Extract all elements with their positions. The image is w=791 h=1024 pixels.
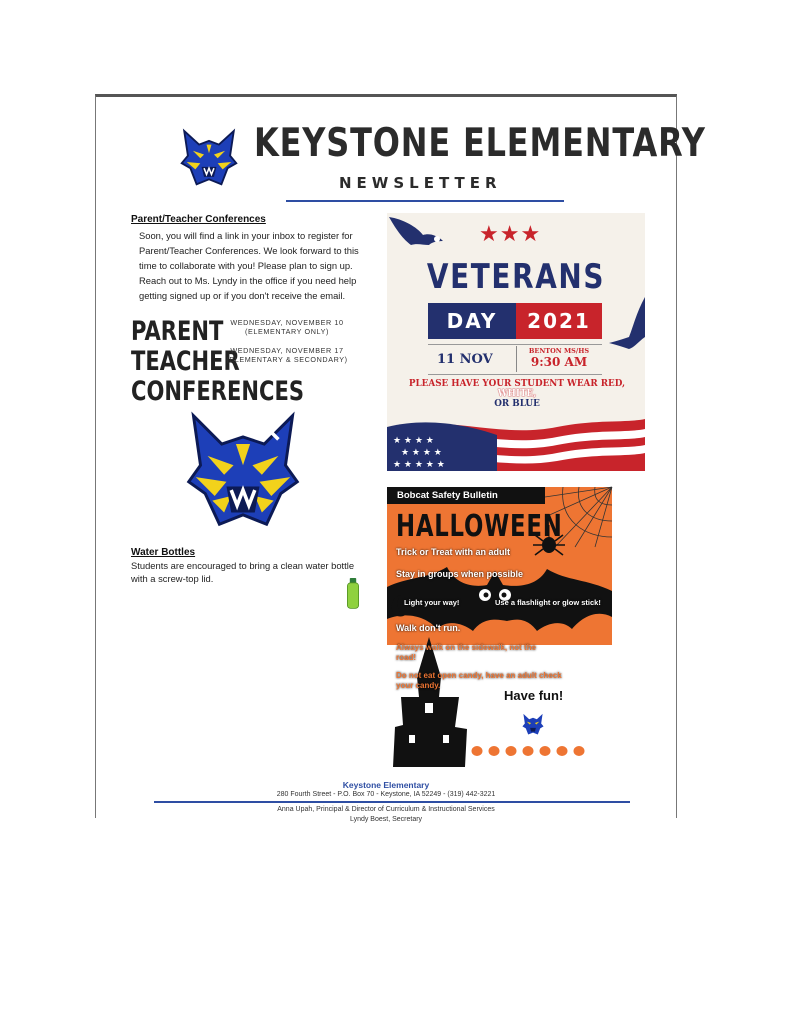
conference-date-day: WEDNESDAY, NOVEMBER 10: [230, 318, 344, 327]
water-heading: Water Bottles: [131, 547, 196, 558]
veterans-day-label: DAY: [428, 303, 516, 339]
bobcat-logo-icon: [184, 411, 302, 529]
svg-text:★ ★ ★ ★: ★ ★ ★ ★: [393, 436, 434, 446]
veterans-message-text: PLEASE HAVE YOUR STUDENT WEAR RED,: [408, 379, 626, 389]
halloween-tip: Walk don't run.: [396, 623, 461, 633]
veterans-date: 11 NOV: [437, 352, 493, 367]
conferences-body-line: getting signed up or if you don't receive the email.: [139, 290, 346, 301]
newsletter-title: KEYSTONE ELEMENTARY: [254, 121, 706, 166]
halloween-tip-line: road!: [396, 653, 416, 662]
conference-date-2: [217, 346, 357, 364]
conference-date-day: WEDNESDAY, NOVEMBER 17: [230, 346, 344, 355]
conferences-graphic-line: TEACHER: [131, 346, 240, 377]
have-fun-text: Have fun!: [504, 688, 564, 703]
newsletter-subtitle: NEWSLETTER: [339, 174, 502, 192]
halloween-tip: [396, 643, 536, 663]
conferences-body-line: Soon, you will find a link in your inbox to register for: [139, 230, 353, 241]
divider: [516, 346, 517, 372]
water-body-line: with a screw-top lid.: [131, 573, 214, 584]
veterans-year-label: 2021: [516, 303, 602, 339]
veterans-message: [393, 379, 641, 409]
halloween-tip: Stay in groups when possible: [396, 569, 524, 579]
bobcat-logo-icon: [178, 125, 240, 189]
bulletin-banner: Bobcat Safety Bulletin: [387, 487, 545, 504]
footer-secretary: Lyndy Boest, Secretary: [349, 816, 423, 823]
stars-decoration: ★★★: [479, 221, 542, 246]
conferences-body-line: Reach out to Ms. Lyndy in the office if you need help: [139, 275, 357, 286]
conferences-graphic-line: CONFERENCES: [131, 376, 305, 407]
conferences-body: [139, 228, 359, 303]
svg-text:★ ★ ★ ★ ★: ★ ★ ★ ★ ★: [393, 460, 445, 470]
water-body-line: Students are encouraged to bring a clean water bottle: [131, 560, 355, 571]
halloween-poster: [387, 487, 612, 767]
footer-address: 280 Fourth Street - P.O. Box 70 - Keystone, IA 52249 - (319) 442-3221: [276, 791, 496, 798]
halloween-title: HALLOWEEN: [396, 509, 563, 544]
veterans-message-white: WHITE,: [497, 389, 537, 399]
eagle-icon: [389, 213, 443, 253]
halloween-tip: Light your way!: [404, 598, 460, 607]
header-divider: [286, 200, 564, 202]
conferences-graphic-line: PARENT: [131, 316, 224, 347]
halloween-tip-line: Always walk on the sidewalk, not the: [396, 643, 537, 652]
conference-date-note: (ELEMENTARY & SECONDARY): [226, 355, 348, 364]
halloween-tip: Trick or Treat with an adult: [396, 547, 511, 557]
veterans-location: BENTON MS/HS: [528, 347, 590, 355]
bobcat-logo-icon: [521, 711, 545, 737]
divider: [428, 344, 602, 345]
flag-icon: [387, 409, 645, 471]
svg-text:★ ★ ★ ★: ★ ★ ★ ★: [401, 448, 442, 458]
newsletter-page: [95, 94, 706, 823]
halloween-tip-line: Do not eat open candy, have an adult check: [396, 671, 562, 680]
halloween-tip: Use a flashlight or glow stick!: [495, 598, 601, 607]
eagle-icon: [609, 297, 645, 357]
veterans-title: VETERANS: [426, 257, 606, 297]
divider: [428, 374, 602, 375]
footer-divider: [154, 801, 630, 803]
veterans-day-poster: [387, 213, 645, 471]
halloween-tip-line: your candy.: [396, 681, 441, 690]
conferences-body-line: Parent/Teacher Conferences. We look forward to this: [139, 245, 359, 256]
footer-principal: Anna Upah, Principal & Director of Curriculum & Instructional Services: [277, 806, 495, 813]
veterans-time: 9:30 AM: [530, 355, 588, 369]
conference-date-1: [217, 318, 357, 336]
conferences-body-line: time to collaborate with you! Please plan to sign up.: [139, 260, 353, 271]
pumpkin-icon: [471, 745, 595, 757]
water-body: [131, 559, 354, 585]
moon-icon: [389, 595, 405, 617]
conference-date-note: (ELEMENTARY ONLY): [245, 327, 329, 336]
bottle-icon: [345, 577, 361, 611]
veterans-message-blue: OR BLUE: [494, 399, 540, 409]
conferences-heading: Parent/Teacher Conferences: [131, 214, 266, 225]
footer-school-name: Keystone Elementary: [342, 780, 430, 790]
